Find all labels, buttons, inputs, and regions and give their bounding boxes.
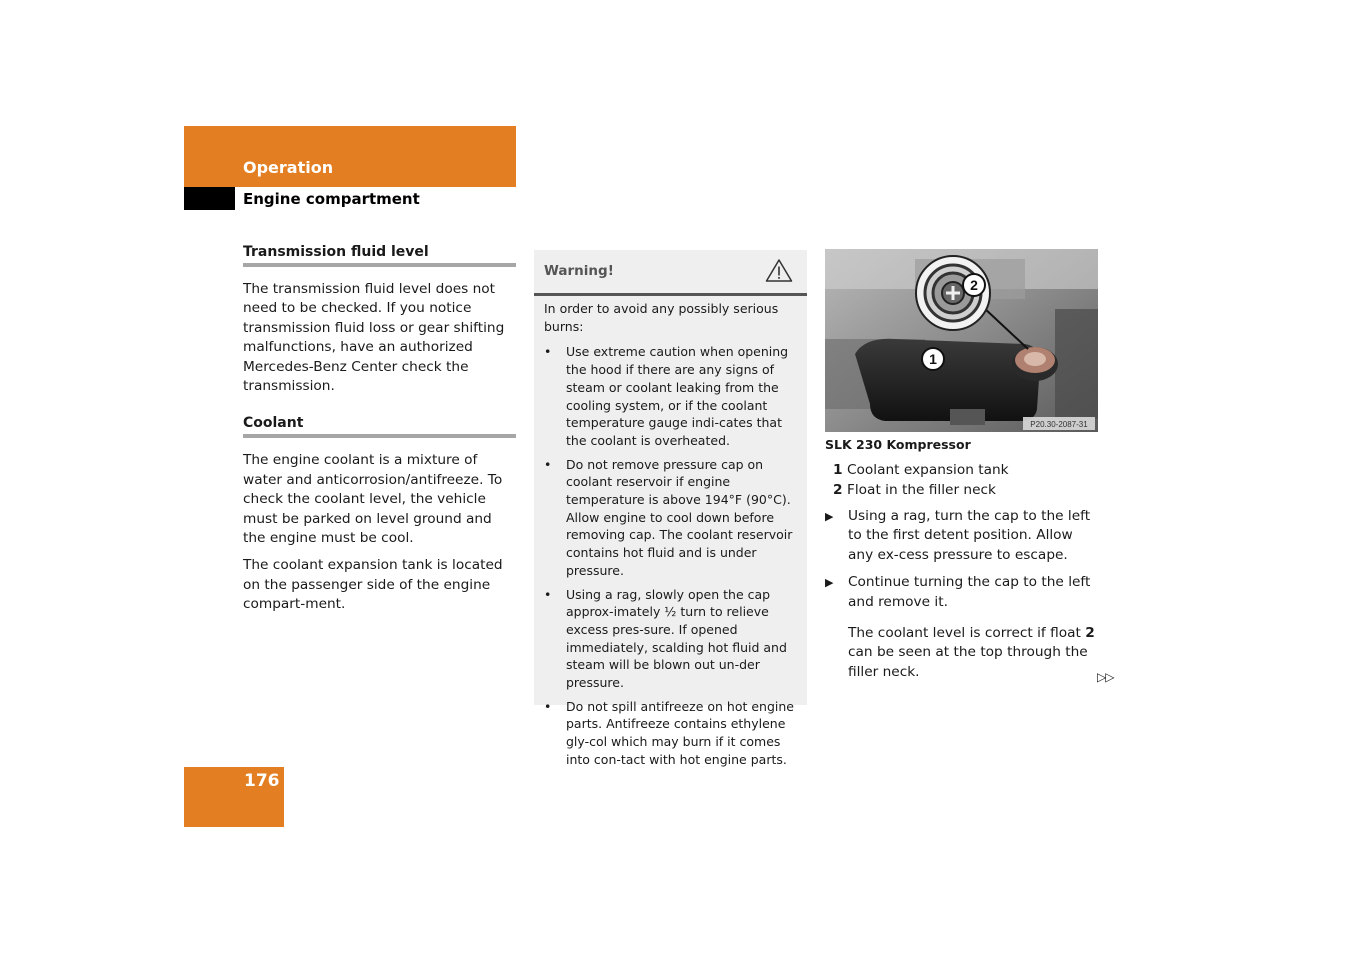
warning-item: • Do not spill antifreeze on hot engine parts. Antifreeze contains ethylene gly-col which may burn if it comes into con-tact with hot engine parts. <box>544 698 794 767</box>
coolant-heading: Coolant <box>243 415 516 438</box>
instruction-step: ▶ Using a rag, turn the cap to the left to the first detent position. Allow any ex-cess pressure to escape. <box>825 508 1091 563</box>
callout-1: 1 <box>929 351 937 367</box>
bullet-icon: • <box>544 586 552 602</box>
arrow-right-icon: ▶ <box>825 510 834 523</box>
coolant-para-1: The engine coolant is a mixture of water and anticorrosion/antifreeze. To check the coolant level, the vehicle must be parked on level ground and the engine must be cool. <box>243 452 503 547</box>
subsection-title: Engine compartment <box>243 190 420 208</box>
transmission-text: The transmission fluid level does not need to be checked. If you notice transmission fluid loss or gear shifting malfunctions, have an authorized Mercedes-Benz Center check the transmission. <box>243 281 505 395</box>
page-number: 176 <box>244 771 280 791</box>
section-title: Operation <box>243 158 334 177</box>
figure-caption: SLK 230 Kompressor <box>825 437 971 452</box>
arrow-right-icon: ▶ <box>825 576 834 590</box>
coolant-level-note: The coolant level is correct if float 2 can be seen at the top through the filler neck. <box>848 625 1095 680</box>
instruction-steps <box>825 507 1100 690</box>
warning-title: Warning! <box>544 263 614 279</box>
image-code: P20.30-2087-31 <box>1030 420 1088 429</box>
left-column <box>243 244 516 615</box>
callout-2: 2 <box>970 277 978 293</box>
warning-item: • Using a rag, slowly open the cap approx-imately ½ turn to relieve excess pres-sure. If opened immediately, scalding hot fluid and steam will be blown out un-der pressure. <box>544 586 787 691</box>
warning-intro: In order to avoid any possibly serious burns: <box>544 301 779 334</box>
header-band <box>184 126 516 187</box>
continue-icon: ▷▷ <box>1097 670 1114 684</box>
bullet-icon: • <box>544 456 552 472</box>
figure-legend <box>833 460 1103 500</box>
legend-item: 1 Coolant expansion tank <box>833 462 1009 478</box>
warning-triangle-icon <box>765 258 793 287</box>
warning-item: • Do not remove pressure cap on coolant reservoir if engine temperature is above 194°F (90°C). Allow engine to cool down before removing cap. The coolant reservoir contains hot fluid and is under pressure. <box>544 456 793 578</box>
warning-item: • Use extreme caution when opening the hood if there are any signs of steam or coolant leaking from the cooling system, or if the coolant temperature gauge indi-cates that the coolant is overheated. <box>544 344 789 448</box>
legend-item: 2 Float in the filler neck <box>833 482 996 498</box>
transmission-heading: Transmission fluid level <box>243 244 516 267</box>
warning-header <box>534 250 807 296</box>
warning-box <box>534 250 807 767</box>
warning-list <box>544 343 799 768</box>
header-tab-marker <box>184 187 235 210</box>
engine-compartment-photo <box>825 249 1098 432</box>
coolant-para-2: The coolant expansion tank is located on the passenger side of the engine compart-ment. <box>243 557 503 613</box>
bullet-icon: • <box>544 698 552 714</box>
instruction-step: ▶ Continue turning the cap to the left and remove it. <box>825 574 1091 610</box>
bullet-icon: • <box>544 344 552 360</box>
